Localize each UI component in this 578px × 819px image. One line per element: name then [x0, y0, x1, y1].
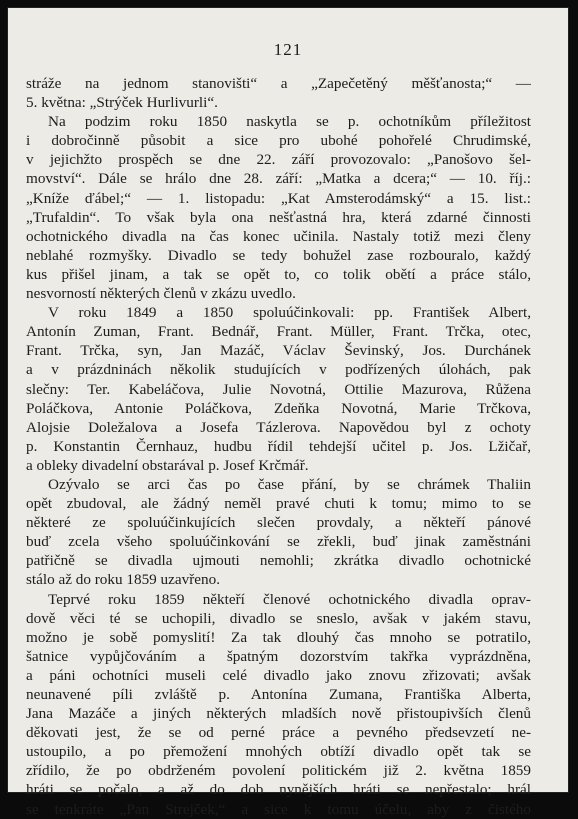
text-line: patřičně se divadla ujmouti nemohli; zkrátka divadlo ochotnické [26, 552, 531, 570]
text-line: kus přišel jinam, a tak se opět to, co tolik obětí a práce stálo, [26, 265, 531, 283]
text-line: zřídilo, že po obdrženém povolení politickém již 2. května 1859 [26, 762, 531, 780]
text-line: opět zbudoval, ale žádný neměl pravé chuti k tomu; mimo to se [26, 495, 531, 513]
text-line: v jejichžto prospěch se dne 22. září provozovalo: „Panošovo šel- [26, 151, 531, 169]
text-line: stráže na jednom stanovišti“ a „Zapečetěný měšťanosta;“ — [26, 75, 531, 92]
text-line: některé ze spoluúčinkujících slečen provdaly, a někteří pánové [26, 514, 531, 532]
text-line: šatnice vypůjčováním a špatným dozorstvím takřka vyprázdněna, [26, 647, 531, 665]
page-body-text [26, 74, 531, 819]
text-line: 5. května: „Strýček Hurlivurli“. [26, 94, 218, 112]
text-line: možno je sobě pomyslití! Za tak dlouhý čas mnoho se potratilo, [26, 628, 531, 646]
text-line: movství“. Dále se hrálo dne 28. září: „Matka a dcera;“ — 10. říj.: [26, 170, 531, 188]
text-line: i dobročinně působit a sice pro ubohé pohořelé Chrudimské, [26, 132, 531, 150]
text-line: neunavené píli zvláště p. Antonína Zumana, Františka Alberta, [26, 686, 531, 703]
text-line: Frant. Trčka, syn, Jan Mazáč, Václav Ševinský, Jos. Durchánek [26, 342, 531, 360]
text-line: Poláčkova, Antonie Poláčkova, Zdeňka Novotná, Marie Trčkova, [26, 399, 531, 417]
text-line: V roku 1849 a 1850 spoluúčinkovali: pp. František Albert, [48, 304, 531, 322]
text-line: Alojsie Doležalova a Josefa Tázlerova. Napovědou byl z ochoty [26, 418, 531, 436]
text-line: a obleky divadelní obstarával p. Josef Krčmář. [26, 456, 309, 474]
text-line: p. Konstantin Černhauz, hudbu řídil tehdejší učitel p. Jos. Lžičař, [26, 437, 531, 455]
text-line: slečny: Ter. Kabeláčova, Julie Novotná, Ottilie Mazurova, Růžena [26, 380, 531, 398]
text-line: se tenkráte „Pan Strejček,“ a sice k tomu účelu, aby z čistého [26, 800, 531, 818]
text-line: Teprvé roku 1859 někteří členové ochotnického divadla oprav- [48, 590, 531, 608]
text-line: nesvorností některých členů v zkázu uvedlo. [26, 285, 296, 303]
text-line: Ozývalo se arci čas po čase přání, by se chrámek Thaliin [48, 475, 531, 493]
text-line: Antonín Zuman, Frant. Bednář, Frant. Müller, Frant. Trčka, otec, [26, 323, 531, 341]
text-line: ochotnického divadla na čas konec učinila. Nastaly totiž mezi členy [26, 227, 531, 245]
text-line: „Trufaldin“. To však byla ona nešťastná hra, která zdarné činnosti [26, 208, 531, 226]
text-line: Na podzim roku 1850 naskytla se p. ochotníkům příležitost [48, 113, 531, 131]
text-line: neblahé rozmyšky. Divadlo se tedy bohužel zase rozbouralo, každý [26, 246, 531, 264]
text-line: Jana Mazáče a jiných některých mladších nově přistoupivších členů [26, 705, 531, 723]
text-line: „Kníže ďábel;“ — 1. listopadu: „Kat Amsterodámský“ a 15. list.: [26, 189, 531, 207]
text-line: hráti se počalo, a až do dob nynějších hráti se nepřestalo; hrál [26, 781, 531, 799]
text-line: stálo až do roku 1859 uzavřeno. [26, 571, 221, 589]
text-line: ustoupilo, a po přemožení mnohých obtíží divadlo opět tak se [26, 743, 531, 761]
text-line: a páni ochotníci museli celé divadlo jako znovu zřizovati; avšak [26, 666, 531, 684]
page-number: 121 [273, 40, 303, 59]
text-line: buď zcela všeho spoluúčinkování se zřekli, buď jinak zaměstnáni [26, 533, 531, 551]
book-page [8, 8, 568, 818]
text-line: a v prázdninách několik studujících v podřízených úlohách, pak [26, 361, 531, 379]
text-line: dově věci té se uchopili, divadlo se sneslo, avšak v jakém stavu, [26, 609, 531, 627]
text-line: děkovati jest, že se od perné práce a pevného předsevzetí ne- [26, 724, 531, 742]
